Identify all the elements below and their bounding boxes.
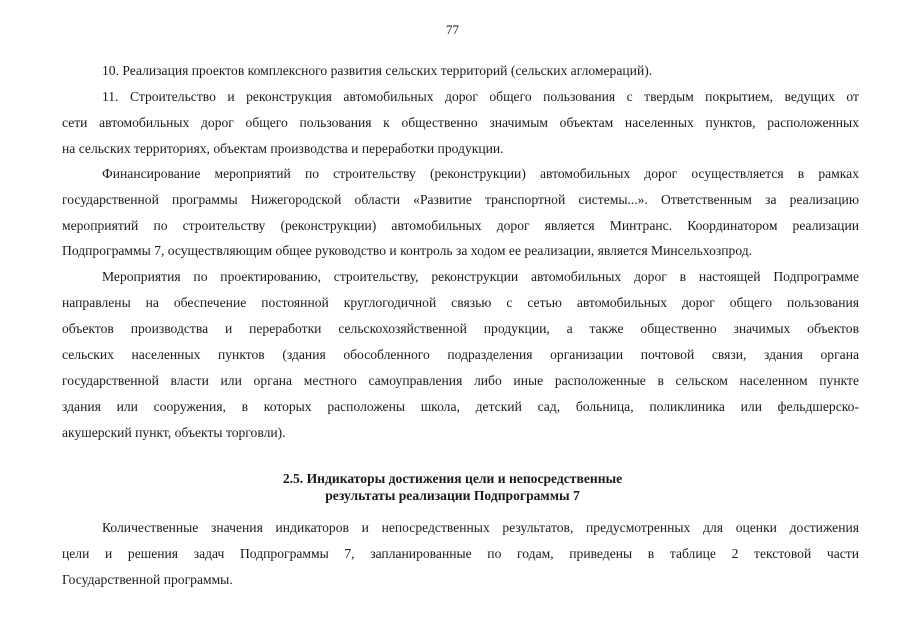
measures-line-6: здания или сооружения, в которых расположены школа, детский сад, больница, поликлиника или фельдшерско- [62, 399, 859, 414]
measures-line-3: объектов производства и переработки сельскохозяйственной продукции, а также общественно значимых объектов [62, 321, 859, 336]
page-number: 77 [446, 22, 459, 37]
financing-line-3: мероприятий по строительству (реконструкции) автомобильных дорог является Минтранс. Координатором реализации [62, 218, 859, 233]
measures-line-4: сельских населенных пунктов (здания обособленного подразделения организации почтовой связи, здания органа [62, 347, 859, 362]
indicators-line-1: Количественные значения индикаторов и непосредственных результатов, предусмотренных для оценки достижения [102, 520, 859, 535]
item-10-line-1: 10. Реализация проектов комплексного развития сельских территорий (сельских агломераций). [102, 63, 653, 78]
measures-line-1: Мероприятия по проектированию, строительству, реконструкции автомобильных дорог в настоящей Подпрограмме [102, 269, 859, 284]
item-11-line-1: 11. Строительство и реконструкция автомобильных дорог общего пользования с твердым покрытием, ведущих от [102, 89, 859, 104]
measures-line-2: направлены на обеспечение постоянной круглогодичной связью с сетью автомобильных дорог общего пользования [62, 295, 859, 310]
section-heading-line-1: 2.5. Индикаторы достижения цели и непосредственные [282, 471, 623, 486]
item-11-line-3: на сельских территориях, объектам производства и переработки продукции. [62, 141, 504, 156]
indicators-line-3: Государственной программы. [62, 572, 233, 587]
section-heading-line-2: результаты реализации Подпрограммы 7 [325, 488, 580, 503]
financing-line-4: Подпрограммы 7, осуществляющим общее руководство и контроль за ходом ее реализации, является Минсельхозпрод. [62, 243, 753, 258]
item-11-line-2: сети автомобильных дорог общего пользования к общественно значимым объектам населенных пунктов, расположенных [62, 115, 859, 130]
indicators-line-2: цели и решения задач Подпрограммы 7, запланированные по годам, приведены в таблице 2 текстовой части [62, 546, 859, 561]
measures-line-5: государственной власти или органа местного самоуправления либо иные расположенные в сельском населенном пункте [62, 373, 859, 388]
financing-line-2: государственной программы Нижегородской области «Развитие транспортной системы...». Ответственным за реализацию [62, 192, 859, 207]
financing-line-1: Финансирование мероприятий по строительству (реконструкции) автомобильных дорог осуществляется в рамках [102, 166, 859, 181]
measures-line-7: акушерский пункт, объекты торговли). [62, 425, 286, 440]
